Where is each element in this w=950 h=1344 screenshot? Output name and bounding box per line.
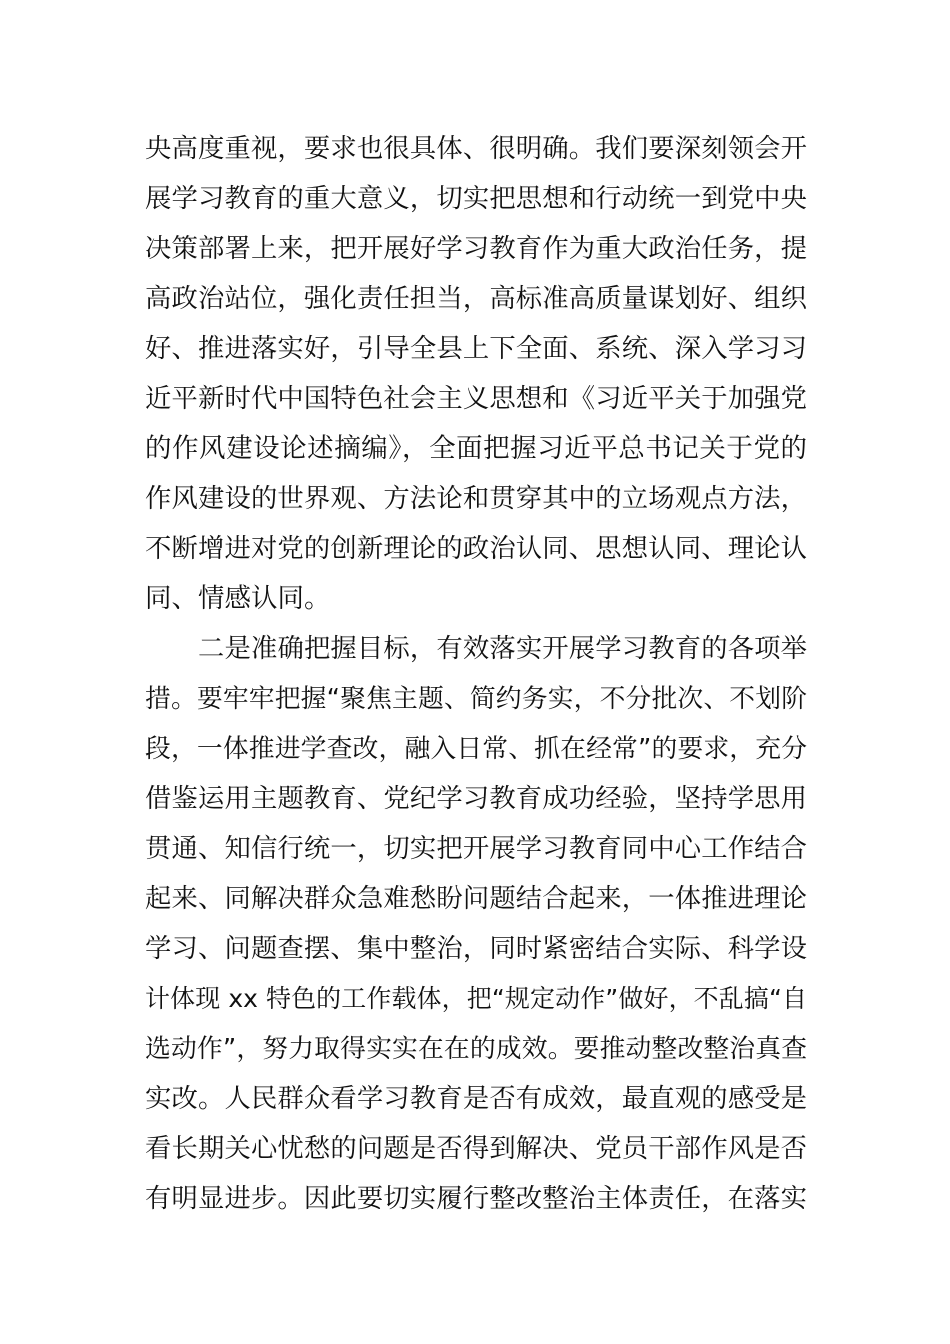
text-line: 央高度重视，要求也很具体、很明确。我们要深刻领会开 (145, 134, 807, 164)
text-line: 起来、同解决群众急难愁盼问题结合起来，一体推进理论 (145, 884, 807, 914)
text-line: 实改。人民群众看学习教育是否有成效，最直观的感受是 (145, 1084, 807, 1114)
text-line: 近平新时代中国特色社会主义思想和《习近平关于加强党 (145, 384, 807, 414)
text-line: 好、推进落实好，引导全县上下全面、系统、深入学习习 (145, 334, 807, 364)
text-line: 作风建设的世界观、方法论和贯穿其中的立场观点方法， (145, 484, 807, 514)
paragraph-end-line: 同、情感认同。 (145, 583, 331, 614)
text-line: 不断增进对党的创新理论的政治认同、思想认同、理论认 (145, 534, 807, 564)
text-line: 看长期关心忧愁的问题是否得到解决、党员干部作风是否 (145, 1134, 807, 1164)
text-line: 选动作”，努力取得实实在在的成效。要推动整改整治真查 (145, 1034, 807, 1064)
text-line: 展学习教育的重大意义，切实把思想和行动统一到党中央 (145, 184, 807, 214)
text-line: 措。要牢牢把握“聚焦主题、简约务实，不分批次、不划阶 (145, 684, 807, 714)
text-line: 计体现 xx 特色的工作载体，把“规定动作”做好，不乱搞“自 (145, 984, 807, 1013)
text-line: 学习、问题查摆、集中整治，同时紧密结合实际、科学设 (145, 934, 807, 964)
text-line: 的作风建设论述摘编》，全面把握习近平总书记关于党的 (145, 433, 807, 464)
text-line: 贯通、知信行统一，切实把开展学习教育同中心工作结合 (145, 834, 807, 864)
body-text (145, 124, 807, 1224)
text-line: 段，一体推进学查改，融入日常、抓在经常”的要求，充分 (145, 734, 807, 764)
text-line: 决策部署上来，把开展好学习教育作为重大政治任务，提 (145, 234, 807, 264)
text-line: 借鉴运用主题教育、党纪学习教育成功经验，坚持学思用 (145, 784, 807, 814)
text-line: 有明显进步。因此要切实履行整改整治主体责任，在落实 (145, 1184, 807, 1214)
paragraph-start-line: 二是准确把握目标，有效落实开展学习教育的各项举 (198, 634, 807, 664)
text-line: 高政治站位，强化责任担当，高标准高质量谋划好、组织 (145, 284, 807, 314)
